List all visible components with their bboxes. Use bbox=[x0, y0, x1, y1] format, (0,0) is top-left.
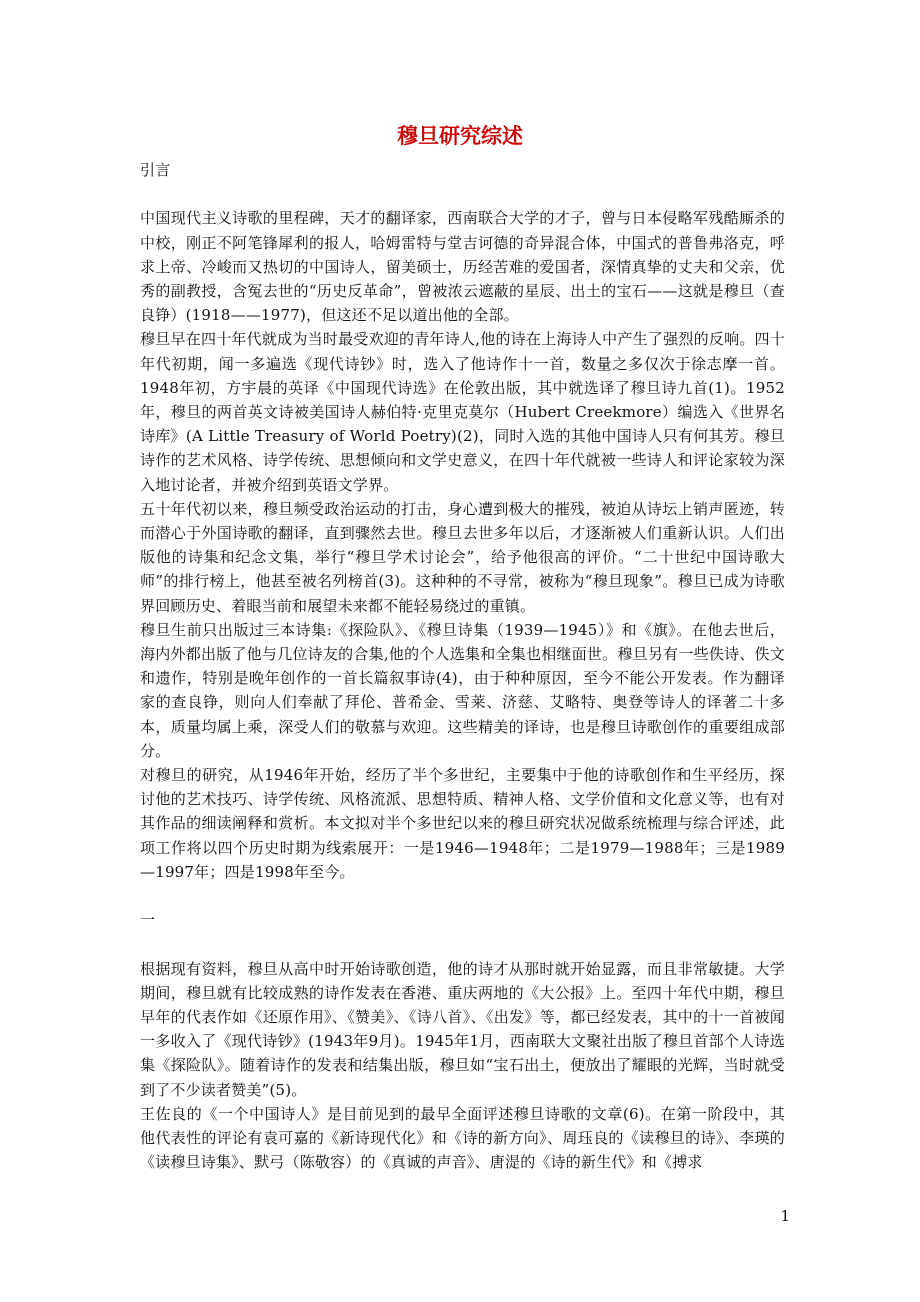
blank-line bbox=[140, 932, 785, 956]
intro-heading: 引言 bbox=[140, 161, 171, 179]
blank-line bbox=[140, 182, 785, 206]
blank-line bbox=[140, 884, 785, 908]
intro-paragraph-5: 对穆旦的研究，从1946年开始，经历了半个多世纪，主要集中于他的诗歌创作和生平经历，探讨他的艺术技巧、诗学传统、风格流派、思想特质、精神人格、文学价值和文化意义等，也有对其作品的细读阐释和赏析。本文拟对半个多世纪以来的穆旦研究状况做系统梳理与综合评述，此项工作将以四个历史时期为线索展开：一是1946—1948年；二是1979—1988年；三是1989—1997年；四是1998年至今。 bbox=[140, 766, 785, 881]
section-one-heading: 一 bbox=[140, 911, 156, 930]
section-one-paragraph-1: 根据现有资料，穆旦从高中时开始诗歌创造，他的诗才从那时就开始显露，而且非常敏捷。大学期间，穆旦就有比较成熟的诗作发表在香港、重庆两地的《大公报》上。至四十年代中期，穆旦早年的代表作如《还原作用》、《赞美》、《诗八首》、《出发》等，都已经发表，其中的十一首被闻一多收入了《现代诗钞》(1943年9月)。1945年1月，西南联大文聚社出版了穆旦首部个人诗选集《探险队》。随着诗作的发表和结集出版，穆旦如“宝石出土，便放出了耀眼的光辉，当时就受到了不少读者赞美”(5)。 bbox=[140, 959, 785, 1099]
intro-paragraph-1: 中国现代主义诗歌的里程碑，天才的翻译家，西南联合大学的才子，曾与日本侵略军残酷厮杀的中校，刚正不阿笔锋犀利的报人，哈姆雷特与堂吉诃德的奇异混合体，中国式的普鲁弗洛克，呼求上帝、冷峻而又热切的中国诗人，留美硕士，历经苦难的爱国者，深情真挚的丈夫和父亲，优秀的副教授，含冤去世的“历史反革命”，曾被浓云遮蔽的星辰、出土的宝石——这就是穆旦（查良铮）(1918——1977)，但这还不足以道出他的全部。 bbox=[140, 209, 785, 325]
intro-paragraph-3: 五十年代初以来，穆旦频受政治运动的打击，身心遭到极大的摧残，被迫从诗坛上销声匿迹，转而潜心于外国诗歌的翻译，直到骤然去世。穆旦去世多年以后，才逐渐被人们重新认识。人们出版他的诗集和纪念文集，举行“穆旦学术讨论会”，给予他很高的评价。“二十世纪中国诗歌大师”的排行榜上，他甚至被名列榜首(3)。这种种的不寻常，被称为“穆旦现象”。穆旦已成为诗歌界回顾历史、着眼当前和展望未来都不能轻易绕过的重镇。 bbox=[140, 499, 785, 615]
intro-paragraph-4: 穆旦生前只出版过三本诗集:《探险队》、《穆旦诗集（1939—1945）》和《旗》。在他去世后，海内外都出版了他与几位诗友的合集,他的个人选集和全集也相继面世。穆旦另有一些佚诗、佚文和遗作，特别是晚年创作的一首长篇叙事诗(4)，由于种种原因，至今不能公开发表。作为翻译家的查良铮，则向人们奉献了拜伦、普希金、雪莱、济慈、艾略特、奥登等诗人的译著二十多本，质量均属上乘，深受人们的敬慕与欢迎。这些精美的译诗，也是穆旦诗歌创作的重要组成部分。 bbox=[140, 620, 785, 760]
document-title: 穆旦研究综述 bbox=[397, 123, 523, 148]
intro-paragraph-2: 穆旦早在四十年代就成为当时最受欢迎的青年诗人,他的诗在上海诗人中产生了强烈的反响。四十年代初期，闻一多遍选《现代诗钞》时，选入了他诗作十一首，数量之多仅次于徐志摩一首。1948年初，方宇晨的英译《中国现代诗选》在伦敦出版，其中就选译了穆旦诗九首(1)。1952年，穆旦的两首英文诗被美国诗人赫伯特·克里克莫尔（Hubert Creekmore）编选入《世界名诗库》(A Little Treasury of World Poetry)(2)，同时入选的其他中国诗人只有何其芳。穆旦诗作的艺术风格、诗学传统、思想倾向和文学史意义，在四十年代就被一些诗人和评论家较为深入地讨论者，并被介绍到英语文学界。 bbox=[140, 330, 785, 494]
page-number: 1 bbox=[780, 1207, 790, 1225]
document-body bbox=[140, 158, 785, 1174]
section-one-paragraph-2: 王佐良的《一个中国诗人》是目前见到的最早全面评述穆旦诗歌的文章(6)。在第一阶段中，其他代表性的评论有袁可嘉的《新诗现代化》和《诗的新方向》、周珏良的《读穆旦的诗》、李瑛的《读穆旦诗集》、默弓（陈敬容）的《真诚的声音》、唐湜的《诗的新生代》和《搏求 bbox=[140, 1104, 785, 1172]
